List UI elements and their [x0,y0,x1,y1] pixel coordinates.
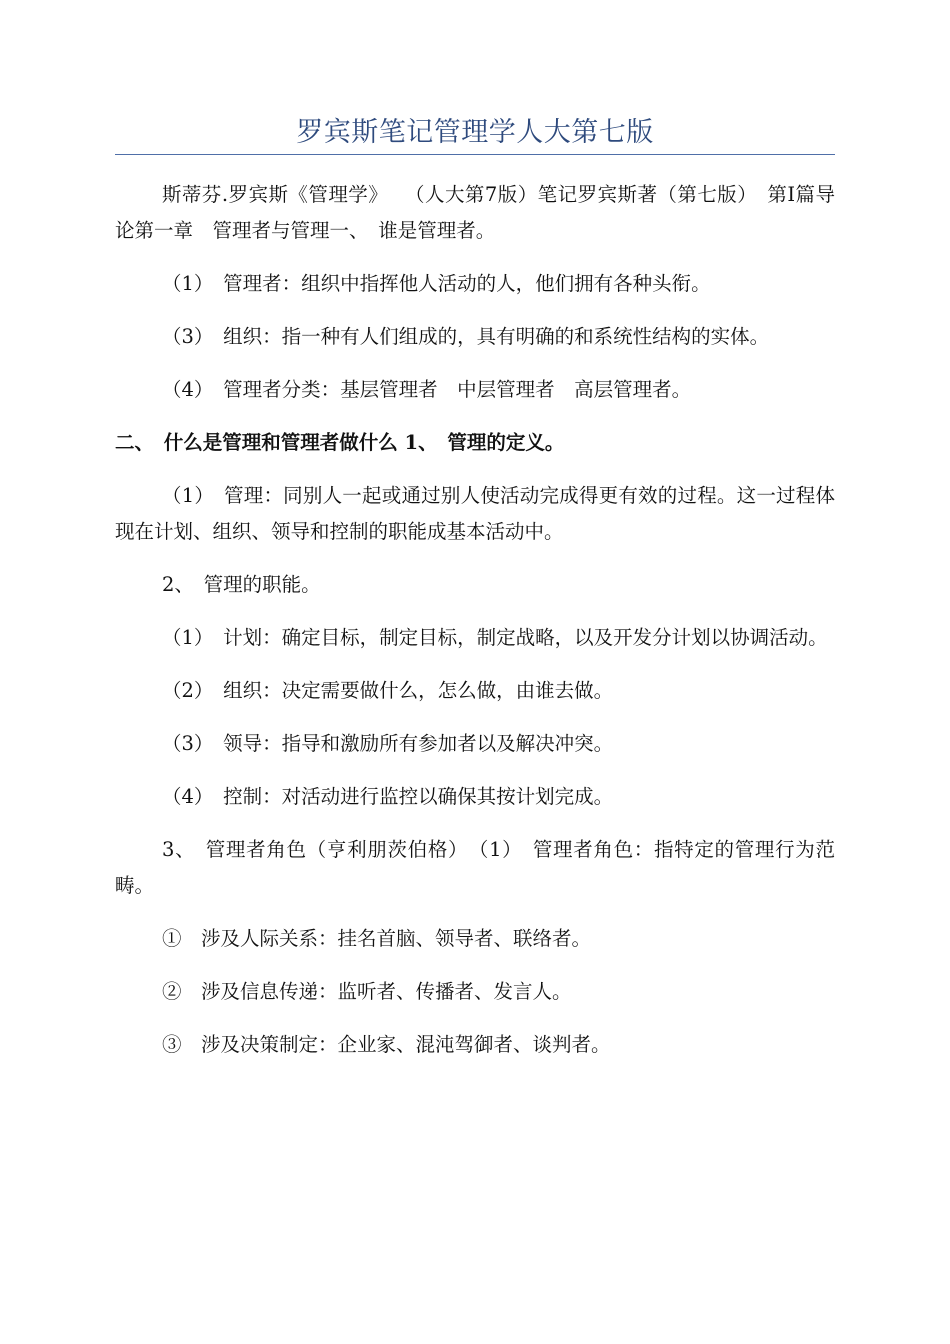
paragraph-manager-roles: 3、 管理者角色（亨利朋茨伯格） （1） 管理者角色：指特定的管理行为范畴。 [115,838,835,897]
paragraph-organization-definition: （3） 组织：指一种有人们组成的，具有明确的和系统性结构的实体。 [162,325,770,348]
paragraph-controlling: （4） 控制：对活动进行监控以确保其按计划完成。 [162,785,614,808]
document-title: 罗宾斯笔记管理学人大第七版 [296,117,654,148]
subheading-management-functions: 2、 管理的职能。 [162,573,321,596]
paragraph-management-definition: （1） 管理：同别人一起或通过别人使活动完成得更有效的过程。这一过程体现在计划、组织、领导和控制的职能成基本活动中。 [115,484,835,543]
intro-paragraph: 斯蒂芬.罗宾斯《管理学》 （人大第7版）笔记罗宾斯著（第七版） 第Ⅰ篇导论第一章 管理者与管理一、 谁是管理者。 [115,183,835,242]
paragraph-manager-levels: （4） 管理者分类：基层管理者 中层管理者 高层管理者。 [162,378,692,401]
list-item-informational-roles: ② 涉及信息传递：监听者、传播者、发言人。 [162,980,572,1003]
section-heading-2: 二、 什么是管理和管理者做什么 1、 管理的定义。 [115,431,565,454]
paragraph-leading: （3） 领导：指导和激励所有参加者以及解决冲突。 [162,732,614,755]
paragraph-planning: （1） 计划：确定目标，制定目标，制定战略，以及开发分计划以协调活动。 [162,626,828,649]
list-item-interpersonal-roles: ① 涉及人际关系：挂名首脑、领导者、联络者。 [162,927,592,950]
paragraph-organizing: （2） 组织：决定需要做什么，怎么做，由谁去做。 [162,679,614,702]
list-item-decisional-roles: ③ 涉及决策制定：企业家、混沌驾御者、谈判者。 [162,1033,611,1056]
document-body [115,177,835,1080]
paragraph-manager-definition: （1） 管理者：组织中指挥他人活动的人，他们拥有各种头衔。 [162,272,711,295]
title-underline [115,154,835,155]
